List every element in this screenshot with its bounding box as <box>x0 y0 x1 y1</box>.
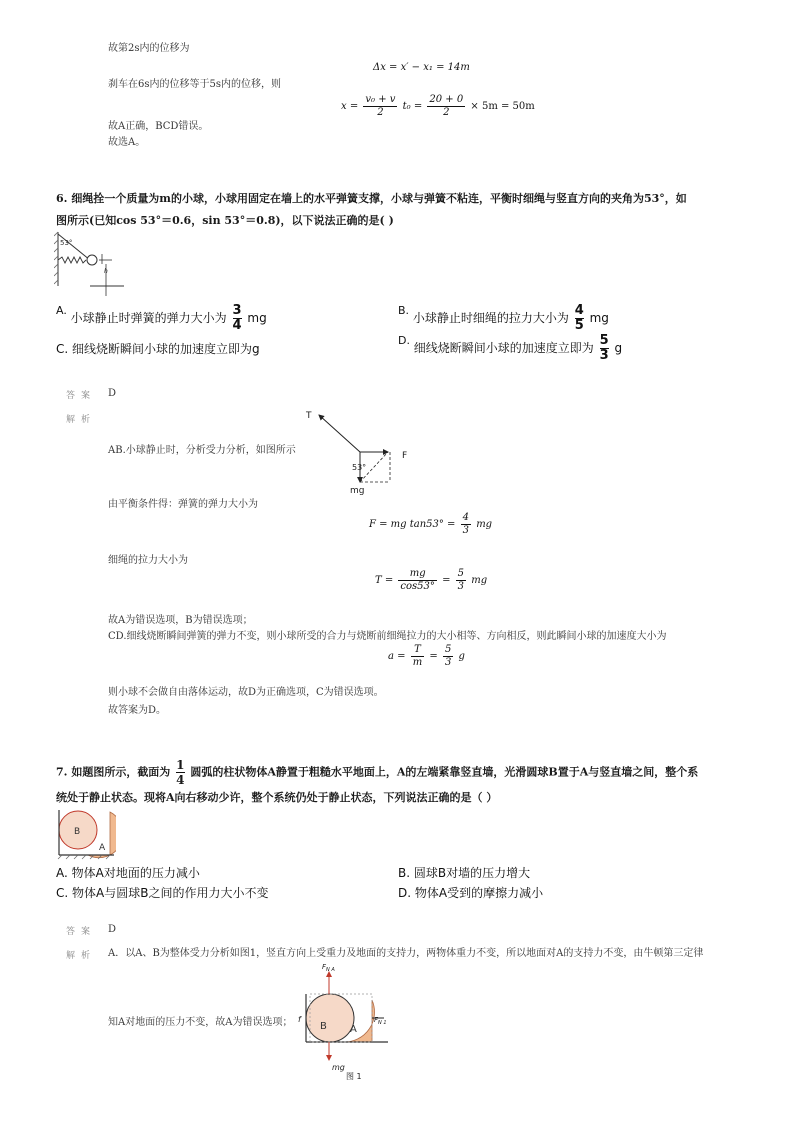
q7-option-d[interactable]: D. 物体A受到的摩擦力减小 <box>398 886 544 900</box>
fig1-mg-label: mg <box>332 1063 345 1072</box>
q6-stem-line-2: 图所示(已知cos 53°＝0.6，sin 53°＝0.8)，以下说法正确的是( ) <box>56 214 394 227</box>
fig1-n1-label: $F_{N 1}$ <box>374 1016 387 1026</box>
q6-equation-t: T = $\frac{mg}{\cos 53^\circ}$ = $\frac{5}{3}$ mg <box>375 568 488 592</box>
q6-exp-line-5: CD.细线烧断瞬间弹簧的弹力不变，则小球所受的合力与烧断前细绳拉力的大小相等、方向相反，则此瞬间小球的加速度大小为 <box>108 631 667 642</box>
q6-equation-f: F = mg tan53° = $\frac{4}{3}$ mg <box>369 512 493 536</box>
q6-force-diagram <box>300 406 420 498</box>
prev-equation-2: x = $\frac{\text{v₀ + v}}{2}$ t₀ = $\frac{20 + 0}{2}$ × 5m = 50m <box>341 94 535 118</box>
q6-exp-line-6: 则小球不会做自由落体运动，故D为正确选项，C为错误选项。 <box>108 687 384 698</box>
q7-figure-a-label: A <box>99 843 106 853</box>
q6-figure-angle-label: 53° <box>60 239 73 247</box>
fig1-friction-label: f <box>298 1015 301 1024</box>
prev-text-line-4: 故选A。 <box>108 137 146 148</box>
prev-text-line-3: 故A正确，BCD错误。 <box>108 121 209 132</box>
q7-figure <box>56 808 116 860</box>
prev-text-line-1: 故第2s内的位移为 <box>108 43 190 54</box>
q7-answer-label: 答案 <box>66 927 97 937</box>
fig1-caption: 图 1 <box>346 1072 362 1080</box>
fbd-weight-label: mg <box>350 486 365 496</box>
q6-answer-value: D <box>108 388 117 399</box>
q7-stem-line-1: 7. 如题图所示，截面为 $\frac{1}{4}$ 圆弧的柱状物体A静置于粗糙水平地面上，A的左端紧靠竖直墙，光滑圆球B置于A与竖直墙之间，整个系 <box>56 758 699 787</box>
q6-answer-label: 答案 <box>66 391 97 401</box>
q6-explanation-label: 解析 <box>66 415 97 425</box>
q6-equation-a: a = $\frac{T}{m}$ = $\frac{5}{3}$ g <box>388 644 465 668</box>
fig1-a-label: A <box>350 1024 357 1035</box>
q7-exp-line-1: A．以A、B为整体受力分析如图1，竖直方向上受重力及地面的支持力，两物体重力不变，所以地面对A的支持力不变，由牛顿第三定律 <box>108 948 704 959</box>
prev-equation-1: Δx = x′ − x₁ = 14m <box>373 62 470 73</box>
q7-explanation-label: 解析 <box>66 951 97 961</box>
fbd-tension-label: T <box>306 411 312 421</box>
fig1-na-label: $F_{N A}$ <box>322 963 335 973</box>
q6-stem <box>56 188 746 232</box>
q7-stem-line-2: 统处于静止状态。现将A向右移动少许，整个系统仍处于静止状态，下列说法正确的是（ ） <box>56 791 498 804</box>
q6-option-d[interactable]: D. 细线烧断瞬间小球的加速度立即为 $\frac{5}{3}$ g <box>398 333 623 363</box>
q6-exp-line-3: 细绳的拉力大小为 <box>108 555 188 566</box>
q6-exp-line-1: AB.小球静止时，分析受力分析，如图所示 <box>108 445 296 456</box>
q6-exp-line-2: 由平衡条件得：弹簧的弹力大小为 <box>108 499 258 510</box>
fig1-b-label: B <box>320 1021 327 1032</box>
fbd-spring-label: F <box>402 451 408 461</box>
q6-option-a[interactable]: A. 小球静止时弹簧的弹力大小为 $\frac{3}{4}$ mg <box>56 303 267 333</box>
q6-figure-h-label: h <box>104 268 108 275</box>
q7-option-c[interactable]: C. 物体A与圆球B之间的作用力大小不变 <box>56 886 269 900</box>
q7-exp-line-2: 知A对地面的压力不变，故A为错误选项； <box>108 1017 293 1028</box>
q7-option-b[interactable]: B. 圆球B对墙的压力增大 <box>398 866 531 880</box>
q6-figure-spring-ball <box>54 228 134 298</box>
q7-figure-b-label: B <box>74 827 81 837</box>
fbd-angle-label: 53° <box>352 463 367 472</box>
q6-exp-line-4: 故A为错误选项，B为错误选项； <box>108 615 253 626</box>
q7-stem <box>56 758 746 809</box>
q6-option-b[interactable]: B. 小球静止时细绳的拉力大小为 $\frac{4}{5}$ mg <box>398 303 609 333</box>
q7-answer-value: D <box>108 924 117 935</box>
q6-option-c[interactable]: C. 细线烧断瞬间小球的加速度立即为g <box>56 342 260 356</box>
q6-exp-line-7: 故答案为D。 <box>108 705 167 716</box>
q6-stem-line-1: 6. 细绳拴一个质量为m的小球，小球用固定在墙上的水平弹簧支撑，小球与弹簧不粘连，平衡时细绳与竖直方向的夹角为53°，如 <box>56 192 687 205</box>
q7-option-a[interactable]: A. 物体A对地面的压力减小 <box>56 866 200 880</box>
q7-figure-1 <box>296 960 396 1080</box>
prev-text-line-2: 刹车在6s内的位移等于5s内的位移，则 <box>108 79 281 90</box>
